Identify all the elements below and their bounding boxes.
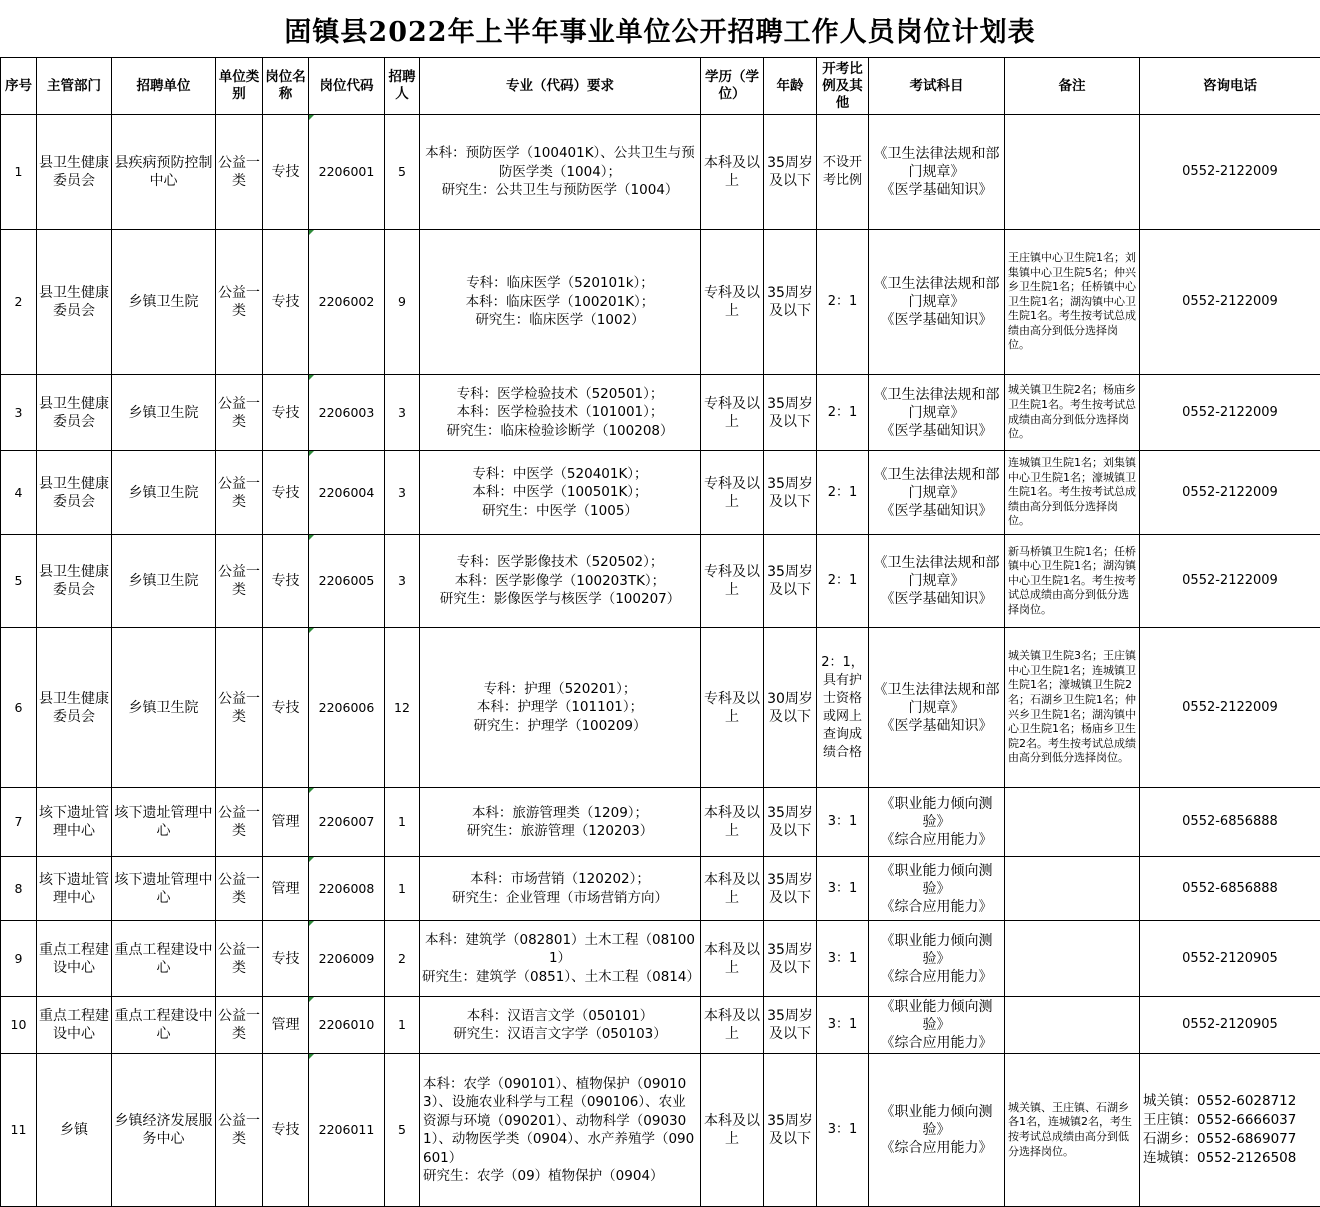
cell-note	[1005, 857, 1140, 921]
cell-dept: 垓下遗址管理中心	[37, 788, 112, 857]
cell-dept: 县卫生健康委员会	[37, 535, 112, 628]
cell-ratio: 3：1	[817, 921, 869, 997]
table-row	[1, 1054, 1320, 1207]
cell-age: 35周岁及以下	[764, 535, 817, 628]
cell-exam-line: 《医学基础知识》	[880, 591, 993, 607]
page-title: 固镇县2022年上半年事业单位公开招聘工作人员岗位计划表	[284, 16, 1036, 48]
cell-unit-type: 公益一类	[216, 535, 263, 628]
cell-major-line: 专科：护理（520201）；	[483, 680, 637, 697]
header-post-name: 岗位名称	[263, 58, 309, 115]
table-row	[1, 788, 1320, 857]
cell-count: 9	[385, 230, 420, 375]
cell-major-line: 本科：旅游管理类（1209）；	[471, 804, 649, 821]
cell-unit: 乡镇卫生院	[112, 535, 216, 628]
cell-exam-line: 《职业能力倾向测验》	[880, 1104, 993, 1138]
cell-post-name: 专技	[263, 535, 309, 628]
cell-note	[1005, 788, 1140, 857]
cell-phone	[1140, 535, 1320, 628]
cell-note: 城关镇卫生院2名；杨庙乡卫生院1名。考生按考试总成绩由高分到低分选择岗位。	[1005, 375, 1140, 451]
cell-ratio: 2：1	[817, 230, 869, 375]
cell-major-line: 研究生：汉语言文字学（050103）	[453, 1026, 667, 1042]
cell-seq: 8	[1, 857, 37, 921]
header-edu: 学历（学位）	[701, 58, 764, 115]
cell-unit-type: 公益一类	[216, 857, 263, 921]
cell-exam-line: 《综合应用能力》	[880, 968, 993, 985]
cell-age: 35周岁及以下	[764, 857, 817, 921]
table-row	[1, 921, 1320, 997]
header-exam: 考试科目	[869, 58, 1005, 115]
cell-major-line: 研究生：护理学（100209）	[473, 717, 647, 734]
cell-post-code: 2206010	[309, 997, 385, 1054]
cell-exam	[869, 451, 1005, 535]
cell-post-code: 2206008	[309, 857, 385, 921]
header-seq: 序号	[1, 58, 37, 115]
cell-seq: 4	[1, 451, 37, 535]
cell-major-line: 专科：医学检验技术（520501）；	[456, 385, 664, 402]
cell-age: 35周岁及以下	[764, 997, 817, 1054]
header-unit: 招聘单位	[112, 58, 216, 115]
cell-exam-line: 《综合应用能力》	[880, 832, 993, 848]
cell-major	[420, 451, 701, 535]
cell-unit: 县疾病预防控制中心	[112, 115, 216, 230]
cell-count: 3	[385, 451, 420, 535]
cell-post-code: 2206001	[309, 115, 385, 230]
cell-seq: 9	[1, 921, 37, 997]
cell-unit: 乡镇卫生院	[112, 451, 216, 535]
cell-exam-line: 《综合应用能力》	[880, 1035, 993, 1051]
cell-exam-line: 《卫生法律法规和部门规章》	[873, 386, 1000, 421]
cell-phone-line: 0552-2122009	[1182, 404, 1278, 420]
cell-major	[420, 997, 701, 1054]
cell-exam	[869, 230, 1005, 375]
cell-exam-line: 《职业能力倾向测验》	[880, 862, 993, 897]
cell-major-line: 专科：医学影像技术（520502）；	[456, 554, 664, 571]
cell-phone	[1140, 451, 1320, 535]
cell-major-line: 研究生：中医学（1005）	[482, 502, 638, 519]
cell-post-name: 专技	[263, 451, 309, 535]
cell-seq: 11	[1, 1054, 37, 1207]
cell-dept: 垓下遗址管理中心	[37, 857, 112, 921]
cell-age: 35周岁及以下	[764, 230, 817, 375]
table-row	[1, 375, 1320, 451]
cell-post-code: 2206005	[309, 535, 385, 628]
cell-major-line: 研究生：建筑学（0851）、土木工程（0814）	[422, 968, 700, 985]
cell-age: 35周岁及以下	[764, 788, 817, 857]
cell-exam-line: 《职业能力倾向测验》	[880, 796, 993, 830]
cell-phone	[1140, 1054, 1320, 1207]
cell-exam-line: 《职业能力倾向测验》	[880, 932, 993, 967]
cell-major-line: 本科：医学检验技术（101001）；	[456, 404, 664, 421]
cell-seq: 2	[1, 230, 37, 375]
cell-exam-line: 《医学基础知识》	[880, 422, 993, 439]
cell-unit-type: 公益一类	[216, 230, 263, 375]
cell-phone-line: 石湖乡：0552-6869077	[1143, 1131, 1297, 1147]
cell-ratio: 2：1	[817, 535, 869, 628]
cell-dept: 县卫生健康委员会	[37, 451, 112, 535]
cell-major-line: 本科：护理学（101101）；	[476, 699, 644, 716]
table-body	[1, 115, 1320, 1207]
cell-seq: 6	[1, 628, 37, 788]
cell-major-line: 本科：医学影像学（100203TK）；	[454, 572, 666, 589]
cell-edu: 专科及以上	[701, 535, 764, 628]
cell-unit-type: 公益一类	[216, 115, 263, 230]
cell-age: 30周岁及以下	[764, 628, 817, 788]
cell-dept: 县卫生健康委员会	[37, 375, 112, 451]
cell-phone	[1140, 230, 1320, 375]
cell-post-name: 专技	[263, 230, 309, 375]
cell-count: 5	[385, 115, 420, 230]
cell-note: 新马桥镇卫生院1名；任桥镇中心卫生院1名；湖沟镇中心卫生院1名。考生按考试总成绩由高分到低分选择岗位。	[1005, 535, 1140, 628]
cell-exam	[869, 788, 1005, 857]
cell-edu: 专科及以上	[701, 451, 764, 535]
cell-phone	[1140, 921, 1320, 997]
cell-unit: 重点工程建设中心	[112, 997, 216, 1054]
cell-ratio: 2：1，具有护士资格或网上查询成绩合格	[817, 628, 869, 788]
cell-note	[1005, 115, 1140, 230]
cell-major-line: 本科：农学（090101）、植物保护（090103）、设施农业科学与工程（090106）、农业资源与环境（090201）、动物科学（090301）、动物医学类（0904）、水产养殖学（090601）	[423, 1075, 695, 1166]
cell-unit: 垓下遗址管理中心	[112, 788, 216, 857]
cell-dept: 乡镇	[37, 1054, 112, 1207]
cell-count: 1	[385, 997, 420, 1054]
cell-major-line: 专科：中医学（520401K）；	[472, 465, 648, 482]
cell-seq: 3	[1, 375, 37, 451]
cell-exam	[869, 628, 1005, 788]
cell-dept: 县卫生健康委员会	[37, 628, 112, 788]
cell-exam	[869, 535, 1005, 628]
cell-unit-type: 公益一类	[216, 375, 263, 451]
cell-unit-type: 公益一类	[216, 921, 263, 997]
cell-phone-line: 0552-2122009	[1182, 164, 1278, 179]
table-row	[1, 535, 1320, 628]
header-phone: 咨询电话	[1140, 58, 1320, 115]
cell-unit: 乡镇卫生院	[112, 375, 216, 451]
cell-major-line: 本科：汉语言文学（050101）	[466, 1007, 654, 1024]
cell-unit-type: 公益一类	[216, 628, 263, 788]
cell-exam-line: 《卫生法律法规和部门规章》	[873, 466, 1000, 501]
cell-unit-type: 公益一类	[216, 1054, 263, 1207]
cell-post-name: 专技	[263, 921, 309, 997]
cell-major	[420, 375, 701, 451]
table-row	[1, 997, 1320, 1054]
cell-post-code: 2206002	[309, 230, 385, 375]
cell-age: 35周岁及以下	[764, 921, 817, 997]
cell-major	[420, 788, 701, 857]
cell-dept: 重点工程建设中心	[37, 997, 112, 1054]
cell-count: 5	[385, 1054, 420, 1207]
cell-note: 城关镇卫生院3名；王庄镇中心卫生院1名；连城镇卫生院1名；濠城镇卫生院2名；石湖乡卫生院1名；仲兴乡卫生院1名；湖沟镇中心卫生院1名；杨庙乡卫生院2名。考生按考试总成绩由高分到低分选择岗位。	[1005, 628, 1140, 788]
cell-exam	[869, 375, 1005, 451]
cell-count: 3	[385, 535, 420, 628]
cell-post-name: 专技	[263, 628, 309, 788]
header-row	[1, 58, 1320, 115]
cell-phone-line: 0552-2122009	[1182, 699, 1278, 715]
table-row	[1, 115, 1320, 230]
cell-phone	[1140, 115, 1320, 230]
table-row	[1, 628, 1320, 788]
cell-phone-line: 0552-6856888	[1182, 814, 1278, 829]
cell-ratio: 不设开考比例	[817, 115, 869, 230]
cell-post-code: 2206011	[309, 1054, 385, 1207]
cell-seq: 1	[1, 115, 37, 230]
cell-exam-line: 《职业能力倾向测验》	[880, 999, 993, 1033]
cell-ratio: 2：1	[817, 451, 869, 535]
cell-post-name: 专技	[263, 115, 309, 230]
cell-edu: 专科及以上	[701, 375, 764, 451]
cell-ratio: 3：1	[817, 857, 869, 921]
cell-major-line: 本科：市场营销（120202）；	[470, 871, 650, 887]
cell-count: 2	[385, 921, 420, 997]
cell-exam-line: 《医学基础知识》	[880, 182, 993, 198]
cell-major	[420, 115, 701, 230]
cell-major-line: 研究生：旅游管理（120203）	[466, 823, 654, 839]
header-unit-type: 单位类别	[216, 58, 263, 115]
cell-phone	[1140, 997, 1320, 1054]
cell-edu: 本科及以上	[701, 997, 764, 1054]
cell-phone	[1140, 628, 1320, 788]
cell-note: 王庄镇中心卫生院1名；刘集镇中心卫生院5名；仲兴乡卫生院1名；任桥镇中心卫生院1名；湖沟镇中心卫生院1名。考生按考试总成绩由高分到低分选择岗位。	[1005, 230, 1140, 375]
cell-ratio: 2：1	[817, 375, 869, 451]
cell-phone-line: 连城镇：0552-2126508	[1143, 1150, 1297, 1166]
cell-phone-line: 0552-2122009	[1182, 484, 1278, 500]
cell-unit-type: 公益一类	[216, 997, 263, 1054]
cell-post-name: 管理	[263, 997, 309, 1054]
cell-age: 35周岁及以下	[764, 451, 817, 535]
cell-phone	[1140, 857, 1320, 921]
cell-major-line: 本科：临床医学（100201K）；	[465, 293, 655, 310]
cell-major-line: 本科：中医学（100501K）；	[472, 484, 648, 501]
cell-major	[420, 230, 701, 375]
cell-age: 35周岁及以下	[764, 1054, 817, 1207]
cell-dept: 重点工程建设中心	[37, 921, 112, 997]
header-count: 招聘人	[385, 58, 420, 115]
table-row	[1, 230, 1320, 375]
cell-unit: 乡镇卫生院	[112, 628, 216, 788]
cell-major-line: 研究生：临床医学（1002）	[475, 312, 645, 329]
cell-exam	[869, 115, 1005, 230]
recruitment-table	[0, 57, 1320, 1207]
cell-edu: 本科及以上	[701, 1054, 764, 1207]
cell-edu: 本科及以上	[701, 921, 764, 997]
cell-exam	[869, 857, 1005, 921]
cell-exam-line: 《卫生法律法规和部门规章》	[873, 555, 1000, 589]
cell-phone-line: 王庄镇：0552-6666037	[1143, 1112, 1297, 1128]
header-note: 备注	[1005, 58, 1140, 115]
cell-ratio: 3：1	[817, 788, 869, 857]
cell-unit: 乡镇经济发展服务中心	[112, 1054, 216, 1207]
cell-edu: 专科及以上	[701, 628, 764, 788]
cell-major-line: 本科：建筑学（082801）土木工程（081001）	[425, 931, 695, 967]
cell-exam-line: 《卫生法律法规和部门规章》	[873, 276, 1000, 310]
cell-edu: 本科及以上	[701, 115, 764, 230]
cell-edu: 专科及以上	[701, 230, 764, 375]
cell-dept: 县卫生健康委员会	[37, 230, 112, 375]
table-row	[1, 451, 1320, 535]
cell-post-code: 2206003	[309, 375, 385, 451]
cell-post-code: 2206004	[309, 451, 385, 535]
header-ratio: 开考比例及其他	[817, 58, 869, 115]
cell-major-line: 研究生：农学（09）植物保护（0904）	[423, 1168, 664, 1184]
cell-note	[1005, 997, 1140, 1054]
cell-note: 城关镇、王庄镇、石湖乡各1名，连城镇2名，考生按考试总成绩由高分到低分选择岗位。	[1005, 1054, 1140, 1207]
cell-major	[420, 1054, 701, 1207]
cell-unit-type: 公益一类	[216, 451, 263, 535]
cell-phone	[1140, 375, 1320, 451]
cell-seq: 7	[1, 788, 37, 857]
cell-exam	[869, 1054, 1005, 1207]
cell-major	[420, 857, 701, 921]
table-row	[1, 857, 1320, 921]
cell-count: 1	[385, 857, 420, 921]
cell-note: 连城镇卫生院1名；刘集镇中心卫生院1名；濠城镇卫生院1名。考生按考试总成绩由高分到低分选择岗位。	[1005, 451, 1140, 535]
cell-exam-line: 《医学基础知识》	[880, 312, 993, 328]
cell-exam	[869, 921, 1005, 997]
cell-post-code: 2206006	[309, 628, 385, 788]
cell-note	[1005, 921, 1140, 997]
cell-phone-line: 城关镇：0552-6028712	[1143, 1093, 1297, 1109]
cell-post-name: 管理	[263, 788, 309, 857]
cell-post-name: 专技	[263, 375, 309, 451]
cell-count: 3	[385, 375, 420, 451]
cell-major-line: 研究生：公共卫生与预防医学（1004）	[441, 182, 679, 199]
cell-major-line: 本科：预防医学（100401K）、公共卫生与预防医学类（1004）；	[425, 145, 695, 180]
cell-dept: 县卫生健康委员会	[37, 115, 112, 230]
cell-phone-line: 0552-2120905	[1182, 1017, 1278, 1032]
cell-major	[420, 628, 701, 788]
cell-major	[420, 535, 701, 628]
cell-post-name: 管理	[263, 857, 309, 921]
cell-major-line: 研究生：影像医学与核医学（100207）	[439, 591, 681, 608]
cell-major	[420, 921, 701, 997]
cell-post-code: 2206009	[309, 921, 385, 997]
cell-phone-line: 0552-6856888	[1182, 880, 1278, 896]
cell-edu: 本科及以上	[701, 788, 764, 857]
cell-unit: 垓下遗址管理中心	[112, 857, 216, 921]
header-age: 年龄	[764, 58, 817, 115]
cell-phone	[1140, 788, 1320, 857]
cell-phone-line: 0552-2122009	[1182, 294, 1278, 309]
cell-unit-type: 公益一类	[216, 788, 263, 857]
cell-edu: 本科及以上	[701, 857, 764, 921]
cell-post-code: 2206007	[309, 788, 385, 857]
cell-phone-line: 0552-2120905	[1182, 950, 1278, 966]
cell-ratio: 3：1	[817, 997, 869, 1054]
cell-age: 35周岁及以下	[764, 115, 817, 230]
cell-exam-line: 《综合应用能力》	[880, 1140, 993, 1156]
cell-unit: 重点工程建设中心	[112, 921, 216, 997]
cell-major-line: 专科：临床医学（520101k）；	[466, 275, 654, 292]
header-post-code: 岗位代码	[309, 58, 385, 115]
cell-seq: 5	[1, 535, 37, 628]
cell-count: 1	[385, 788, 420, 857]
cell-seq: 10	[1, 997, 37, 1054]
cell-unit: 乡镇卫生院	[112, 230, 216, 375]
cell-exam-line: 《综合应用能力》	[880, 898, 993, 915]
cell-ratio: 3：1	[817, 1054, 869, 1207]
cell-exam-line: 《卫生法律法规和部门规章》	[873, 146, 1000, 180]
cell-major-line: 研究生：临床检验诊断学（100208）	[446, 422, 674, 439]
cell-post-name: 专技	[263, 1054, 309, 1207]
cell-exam-line: 《卫生法律法规和部门规章》	[873, 681, 1000, 716]
cell-exam-line: 《医学基础知识》	[880, 717, 993, 734]
cell-age: 35周岁及以下	[764, 375, 817, 451]
cell-exam-line: 《医学基础知识》	[880, 502, 993, 519]
cell-count: 12	[385, 628, 420, 788]
header-dept: 主管部门	[37, 58, 112, 115]
cell-major-line: 研究生：企业管理（市场营销方向）	[452, 889, 668, 906]
header-major: 专业（代码）要求	[420, 58, 701, 115]
cell-exam	[869, 997, 1005, 1054]
cell-phone-line: 0552-2122009	[1182, 573, 1278, 588]
